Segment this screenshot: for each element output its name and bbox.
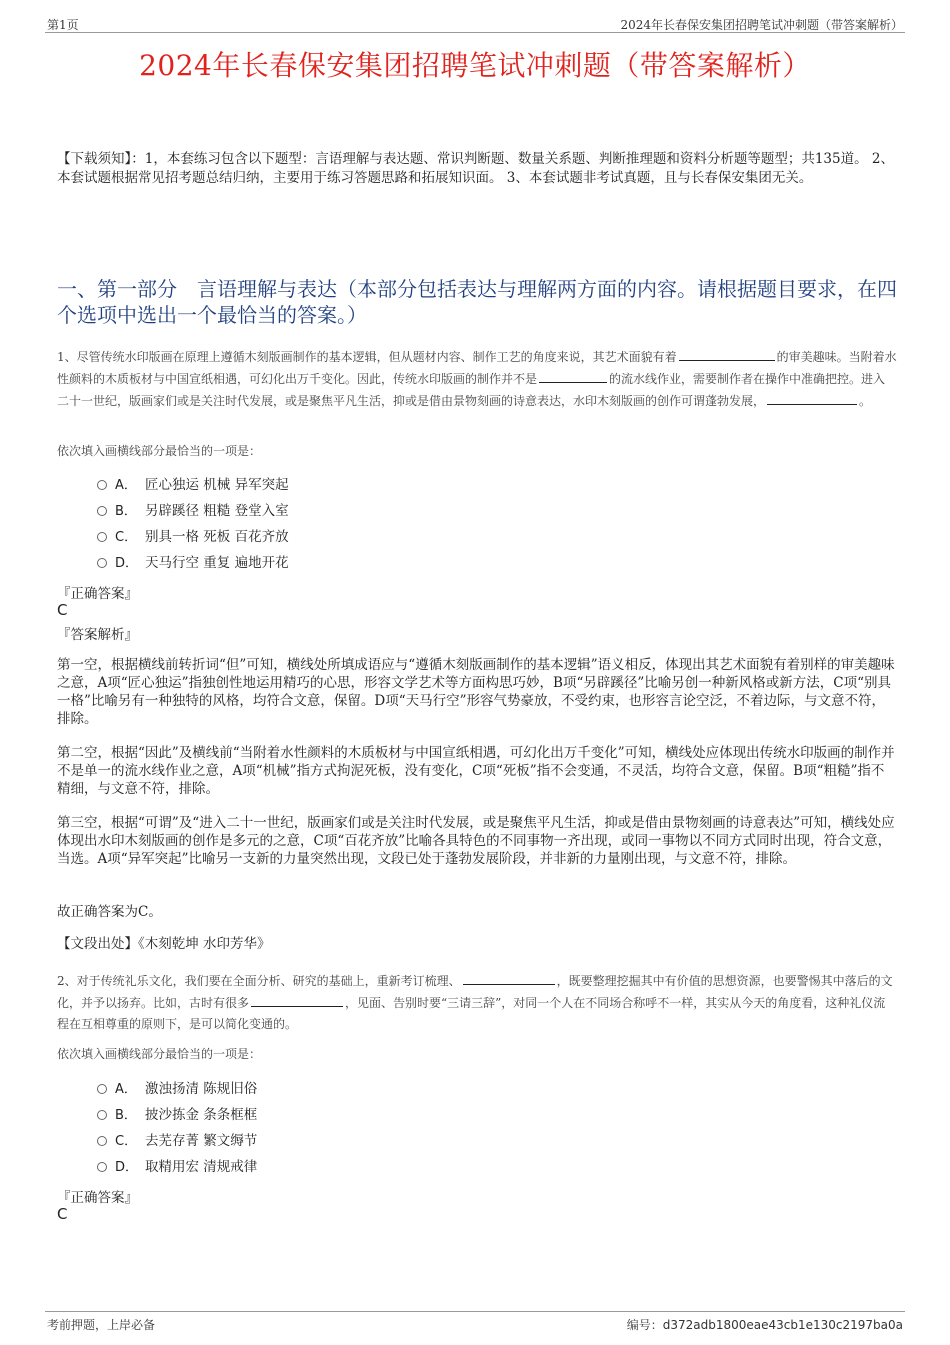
answer-blank	[539, 368, 607, 383]
radio-icon[interactable]	[97, 532, 107, 542]
correct-answer: C	[57, 601, 68, 619]
answer-blank	[251, 992, 343, 1007]
section-heading: 一、第一部分 言语理解与表达（本部分包括表达与理解两方面的内容。请根据题目要求，在四个选项中选出一个最恰当的答案。）	[57, 277, 897, 327]
radio-icon[interactable]	[97, 1084, 107, 1094]
question-2-option-c[interactable]: C． 去芜存菁 繁文缛节	[97, 1130, 257, 1152]
footer-slogan: 考前押题，上岸必备	[47, 1318, 156, 1332]
radio-icon[interactable]	[97, 480, 107, 490]
question-1-prompt: 依次填入画横线部分最恰当的一项是：	[57, 444, 262, 458]
analysis-paragraph: 第二空，根据“因此”及横线前“当附着水性颜料的木质板材与中国宣纸相遇，可幻化出万千变化”可知，横线处应体现出传统水印版画的制作并不是单一的流水线作业之意，A项“机械”指方式拘泥死板，没有变化，C项“死板”指不会变通，不灵活，均符合文意，保留。B项“粗糙”指不精细，与文意不符，排除。	[57, 745, 895, 797]
question-2-option-d[interactable]: D． 取精用宏 清规戒律	[97, 1156, 257, 1178]
correct-answer: C	[57, 1205, 68, 1223]
correct-answer-label: 『正确答案』	[57, 1190, 138, 1206]
download-notice: 【下载须知】：1，本套练习包含以下题型：言语理解与表达题、常识判断题、数量关系题、判断推理题和资料分析题等题型；共135道。 2、本套试题根据常见招考题总结归纳，主要用于练习答题思路和拓展知识面。 3、本套试题非考试真题，且与长春保安集团无关。	[57, 151, 894, 186]
radio-icon[interactable]	[97, 506, 107, 516]
analysis-paragraph: 第三空，根据“可谓”及“进入二十一世纪，版画家们或是关注时代发展，或是聚焦平凡生活，抑或是借由景物刻画的诗意表达”可知，横线处应体现出水印木刻版画的创作是多元的之意，C项“百花齐放”比喻各具特色的不同事物一齐出现，或同一事物以不同方式同时出现，符合文意，当选。A项“异军突起”比喻另一支新的力量突然出现，文段已处于蓬勃发展阶段，并非新的力量刚出现，与文意不符，排除。	[57, 815, 895, 867]
question-1-option-a[interactable]: A． 匠心独运 机械 异军突起	[97, 474, 289, 496]
radio-icon[interactable]	[97, 1162, 107, 1172]
text-source: 【文段出处】《木刻乾坤 水印芳华》	[57, 936, 271, 952]
document-code: 编号：d372adb1800eae43cb1e130c2197ba0a	[626, 1318, 903, 1332]
question-2-text: 2、对于传统礼乐文化，我们要在全面分析、研究的基础上，重新考订梳理、 ，既要整理挖掘其中有价值的思想资源，也要警惕其中落后的文化，并予以扬弃。比如，古时有很多 ，见面、告别时要“三请三辞”，对同一个人在不同场合称呼不一样，其实从今天的角度看，这种礼仪流程在互相尊重的原则下，是可以简化变通的。	[57, 970, 897, 1035]
correct-answer-label: 『正确答案』	[57, 586, 138, 602]
radio-icon[interactable]	[97, 1136, 107, 1146]
question-2-option-a[interactable]: A． 激浊扬清 陈规旧俗	[97, 1078, 257, 1100]
analysis-label: 『答案解析』	[57, 627, 138, 643]
page-header	[45, 14, 905, 33]
page-number: 第1页	[47, 18, 79, 32]
answer-blank	[679, 346, 775, 361]
doc-title: 2024年长春保安集团招聘笔试冲刺题（带答案解析）	[139, 49, 811, 82]
analysis-conclusion: 故正确答案为C。	[57, 904, 162, 920]
answer-blank	[463, 970, 555, 985]
radio-icon[interactable]	[97, 558, 107, 568]
question-1-option-c[interactable]: C． 别具一格 死板 百花齐放	[97, 526, 289, 548]
question-2-option-b[interactable]: B． 披沙拣金 条条框框	[97, 1104, 257, 1126]
radio-icon[interactable]	[97, 1110, 107, 1120]
question-1-option-d[interactable]: D． 天马行空 重复 遍地开花	[97, 552, 289, 574]
analysis-paragraph: 第一空，根据横线前转折词“但”可知，横线处所填成语应与“遵循木刻版画制作的基本逻辑”语义相反，体现出其艺术面貌有着别样的审美趣味之意，A项“匠心独运”指独创性地运用精巧的心思，形容文学艺术等方面构思巧妙，B项“另辟蹊径”比喻另创一种新风格或新方法，C项“别具一格”比喻另有一种独特的风格，均符合文意，保留。D项“天马行空”形容气势豪放，不受约束，也形容言论空泛，不着边际，与文意不符，排除。	[57, 657, 895, 727]
answer-blank	[767, 390, 857, 405]
question-2-prompt: 依次填入画横线部分最恰当的一项是：	[57, 1047, 262, 1061]
header-doc-title: 2024年长春保安集团招聘笔试冲刺题（带答案解析）	[620, 18, 903, 32]
question-1-option-b[interactable]: B． 另辟蹊径 粗糙 登堂入室	[97, 500, 289, 522]
page-footer	[45, 1311, 905, 1334]
question-1-text: 1、尽管传统水印版画在原理上遵循木刻版画制作的基本逻辑，但从题材内容、制作工艺的角度来说，其艺术面貌有着 的审美趣味。当附着水性颜料的木质板材与中国宣纸相遇，可幻化出万千变化。因此，传统水印版画的制作并不是 的流水线作业，需要制作者在操作中准确把控。进入二十一世纪，版画家们或是关注时代发展，或是聚焦平凡生活，抑或是借由景物刻画的诗意表达，水印木刻版画的创作可谓蓬勃发展， 。	[57, 346, 897, 412]
